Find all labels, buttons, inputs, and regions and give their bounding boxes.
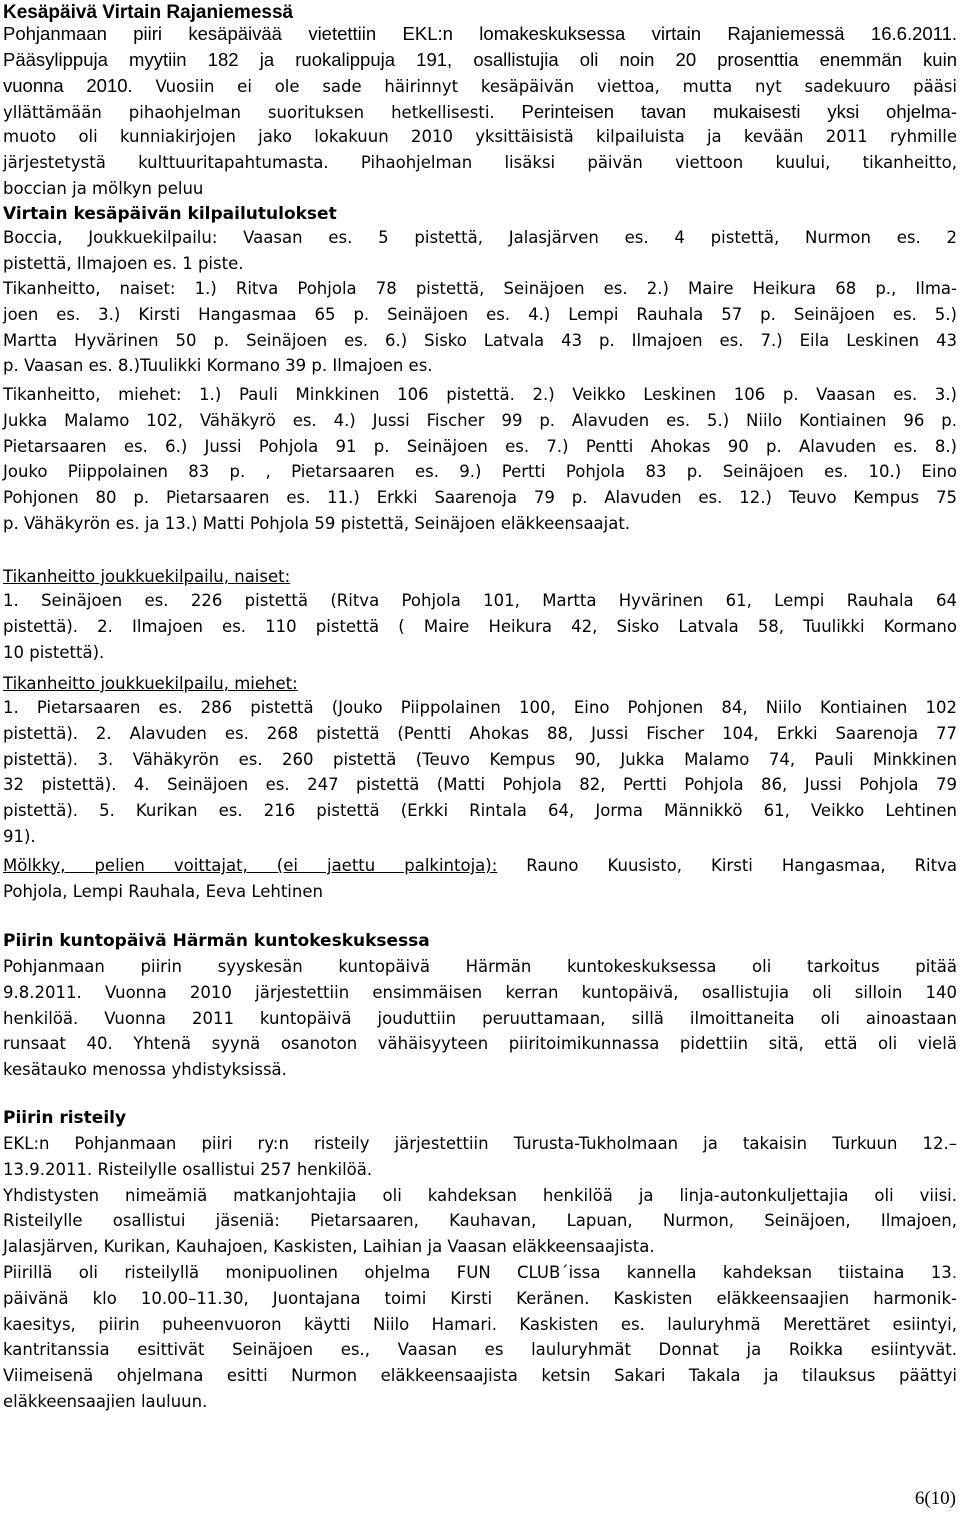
text-line: pistettä, Ilmajoen es. 1 piste. bbox=[3, 253, 244, 273]
risteily-paragraph-b bbox=[3, 1260, 957, 1415]
text-line: 32 pistettä). 4. Seinäjoen es. 247 pistettä (Matti Pohjola 82, Pertti Pohjola 86, Jussi Pohjola 79 bbox=[3, 775, 957, 795]
kuntopaiva-paragraph bbox=[3, 954, 957, 1083]
text-line: pistettä). 3. Vähäkyrön es. 260 pistettä (Teuvo Kempus 90, Jukka Malamo 74, Pauli Minkkinen bbox=[3, 749, 957, 769]
risteily-paragraph-a bbox=[3, 1131, 957, 1260]
text-line: pistettä). 5. Kurikan es. 216 pistettä (Erkki Rintala 64, Jorma Männikkö 61, Veikko Lehtinen bbox=[3, 801, 957, 821]
red-dot: . bbox=[951, 1263, 957, 1282]
darts-women-results bbox=[3, 276, 957, 379]
page-number: 6(10) bbox=[914, 1488, 956, 1509]
text-line: 1. Seinäjoen es. 226 pistettä (Ritva Pohjola 101, Martta Hyvärinen 61, Lempi Rauhala 64 bbox=[3, 591, 957, 610]
text-line: kantritanssia esittivät Seinäjoen es., Vaasan es lauluryhmät Donnat ja Roikka esiintyvät. bbox=[3, 1340, 957, 1360]
text-line: Tikanheitto, naiset: 1.) Ritva Pohjola 78 pistettä, Seinäjoen es. 2.) Maire Heikura 68 p., Ilma- bbox=[3, 279, 957, 298]
results-title: Virtain kesäpäivän kilpailutulokset bbox=[3, 204, 337, 224]
text-line: Risteilylle osallistui jäseniä: Pietarsaaren, Kauhavan, Lapuan, Nurmon, Seinäjoen, Ilmajoen, bbox=[3, 1211, 957, 1231]
text-line: päivänä klo 10.00–11.30, Juontajana toimi Kirsti Keränen. Kaskisten eläkkeensaajien harmonik- bbox=[3, 1288, 957, 1308]
text-line: kesätauko menossa yhdistyksissä. bbox=[3, 1060, 287, 1080]
text-fragment: vuonna 2010. bbox=[3, 74, 133, 96]
text-line: Jouko Piippolainen 83 p. , Pietarsaaren es. 9.) Pertti Pohjola 83 p. Seinäjoen es. 10.) Eino bbox=[3, 462, 957, 482]
text-line: Viimeisenä ohjelmana esitti Nurmon eläkkeensaajista ketsin Sakari Takala ja tilauksus päättyi bbox=[3, 1366, 957, 1386]
text-line: 91). bbox=[3, 826, 36, 846]
text-line: 13.9.2011. Risteilylle osallistui 257 henkilöä. bbox=[3, 1159, 373, 1179]
text-line: p. Vähäkyrön es. ja 13.) Matti Pohjola 59 pistettä, Seinäjoen eläkkeensaajat. bbox=[3, 513, 631, 533]
darts-men-results bbox=[3, 382, 957, 537]
text-line: henkilöä. Vuonna 2011 kuntopäivä jouduttiin peruuttamaan, sillä ilmoittaneita oli ainoastaan bbox=[3, 1008, 957, 1028]
text-line: Pohjonen 80 p. Pietarsaaren es. 11.) Erkki Saarenoja 79 p. Alavuden es. 12.) Teuvo Kempus 75 bbox=[3, 488, 957, 508]
boccia-results bbox=[3, 225, 957, 277]
text-fragment: yllättämään pihaohjelman suorituksen hetkellisesti. bbox=[3, 103, 495, 123]
molkky-results bbox=[3, 853, 957, 905]
molkky-heading: Mölkky, pelien voittajat, (ei jaettu palkintoja): bbox=[3, 856, 498, 875]
text-line: kaesitys, piirin puheenvuoron käytti Niilo Hamari. Kaskisten es. lauluryhmä Merettäret esiintyi, bbox=[3, 1314, 957, 1334]
intro-paragraph-rest bbox=[3, 124, 957, 201]
text-line: Jalasjärven, Kurikan, Kauhajoen, Kaskisten, Laihian ja Vaasan eläkkeensaajista. bbox=[3, 1237, 655, 1257]
text-line: Tikanheitto, miehet: 1.) Pauli Minkkinen 106 pistettä. 2.) Veikko Leskinen 106 p. Vaasan es. 3.) bbox=[3, 385, 957, 404]
text-line: Yhdistysten nimeämiä matkanjohtajia oli kahdeksan henkilöä ja linja-autonkuljettajia oli viisi. bbox=[3, 1185, 957, 1205]
text-line bbox=[3, 73, 957, 100]
text-line: pistettä). 2. Ilmajoen es. 110 pistettä ( Maire Heikura 42, Sisko Latvala 58, Tuulikki Kormano bbox=[3, 616, 957, 636]
text-line: pistettä). 2. Alavuden es. 268 pistettä (Pentti Ahokas 88, Jussi Fischer 104, Erkki Saarenoja 77 bbox=[3, 723, 957, 743]
text-line: p. Vaasan es. 8.)Tuulikki Kormano 39 p. Ilmajoen es. bbox=[3, 356, 433, 376]
text-line: Jukka Malamo 102, Vähäkyrö es. 4.) Jussi Fischer 99 p. Alavuden es. 5.) Niilo Kontiainen 96 p. bbox=[3, 410, 957, 430]
text-fragment: Rauno Kuusisto, Kirsti Hangasmaa, Ritva bbox=[497, 856, 957, 875]
text-line: Pohjola, Lempi Rauhala, Eeva Lehtinen bbox=[3, 881, 323, 901]
text-line: Pietarsaaren es. 6.) Jussi Pohjola 91 p. Seinäjoen es. 7.) Pentti Ahokas 90 p. Alavuden es. 8.) bbox=[3, 436, 957, 456]
text-line: muoto oli kunniakirjojen jako lokakuun 2010 yksittäisistä kilpailuista ja kevään 2011 ryhmille bbox=[3, 127, 957, 147]
intro-paragraph-mixed bbox=[3, 73, 957, 128]
section-title-kuntopaiva: Piirin kuntopäivä Härmän kuntokeskuksessa bbox=[3, 931, 430, 951]
text-line: 1. Pietarsaaren es. 286 pistettä (Jouko Piippolainen 100, Eino Pohjonen 84, Niilo Kontiainen 102 bbox=[3, 698, 957, 717]
team-women-results bbox=[3, 588, 957, 665]
text-line: Martta Hyvärinen 50 p. Seinäjoen es. 6.) Sisko Latvala 43 p. Ilmajoen es. 7.) Eila Leskinen 43 bbox=[3, 330, 957, 350]
team-men-results bbox=[3, 695, 957, 850]
section-title-risteily: Piirin risteily bbox=[3, 1108, 127, 1128]
text-line: boccian ja mölkyn peluu bbox=[3, 178, 204, 198]
text-line: järjestetystä kulttuuritapahtumasta. Pihaohjelman lisäksi päivän viettoon kuului, tikanheitto, bbox=[3, 152, 957, 172]
text-line: 10 pistettä). bbox=[3, 642, 105, 662]
text-line bbox=[3, 99, 957, 127]
team-women-heading: Tikanheitto joukkuekilpailu, naiset: bbox=[3, 567, 291, 586]
text-line: 9.8.2011. Vuonna 2010 järjestettiin ensimmäisen kerran kuntopäivä, osallistujia oli silloin 140 bbox=[3, 982, 957, 1002]
text-line: Pohjanmaan piirin syyskesän kuntopäivä Härmän kuntokeskuksessa oli tarkoitus pitää bbox=[3, 957, 957, 976]
intro-paragraph bbox=[3, 21, 957, 73]
team-men-heading: Tikanheitto joukkuekilpailu, miehet: bbox=[3, 674, 298, 693]
text-fragment: Vuosiin ei ole sade häirinnyt kesäpäivän viettoa, mutta nyt sadekuuro pääsi bbox=[132, 76, 957, 96]
text-fragment: Perinteisen tavan mukaisesti yksi ohjelma- bbox=[494, 101, 957, 123]
text-line bbox=[3, 853, 957, 879]
text-line: Pohjanmaan piiri kesäpäivää vietettiin EKL:n lomakeskuksessa virtain Rajaniemessä 16.6.2011. bbox=[3, 23, 957, 44]
section-title-kesapaiva: Kesäpäivä Virtain Rajaniemessä bbox=[3, 2, 294, 23]
text-line: runsaat 40. Yhtenä syynä osanoton vähäisyyteen piiritoimikunnassa pidettiin sitä, että oli vielä bbox=[3, 1034, 957, 1054]
text-fragment: Piirillä oli risteilyllä monipuolinen ohjelma FUN CLUB´issa kannella kahdeksan tiistaina 13 bbox=[3, 1263, 952, 1282]
text-line: Pääsylippuja myytiin 182 ja ruokalippuja 191, osallistujia oli noin 20 prosenttia enemmän kuin bbox=[3, 48, 957, 70]
text-line: Boccia, Joukkuekilpailu: Vaasan es. 5 pistettä, Jalasjärven es. 4 pistettä, Nurmon es. 2 bbox=[3, 228, 957, 247]
text-line: eläkkeensaajien lauluun. bbox=[3, 1391, 208, 1411]
text-line bbox=[3, 1260, 957, 1286]
text-line: joen es. 3.) Kirsti Hangasmaa 65 p. Seinäjoen es. 4.) Lempi Rauhala 57 p. Seinäjoen es. 5.) bbox=[3, 304, 957, 324]
text-line: EKL:n Pohjanmaan piiri ry:n risteily järjestettiin Turusta-Tukholmaan ja takaisin Turkuun 12.– bbox=[3, 1134, 957, 1153]
